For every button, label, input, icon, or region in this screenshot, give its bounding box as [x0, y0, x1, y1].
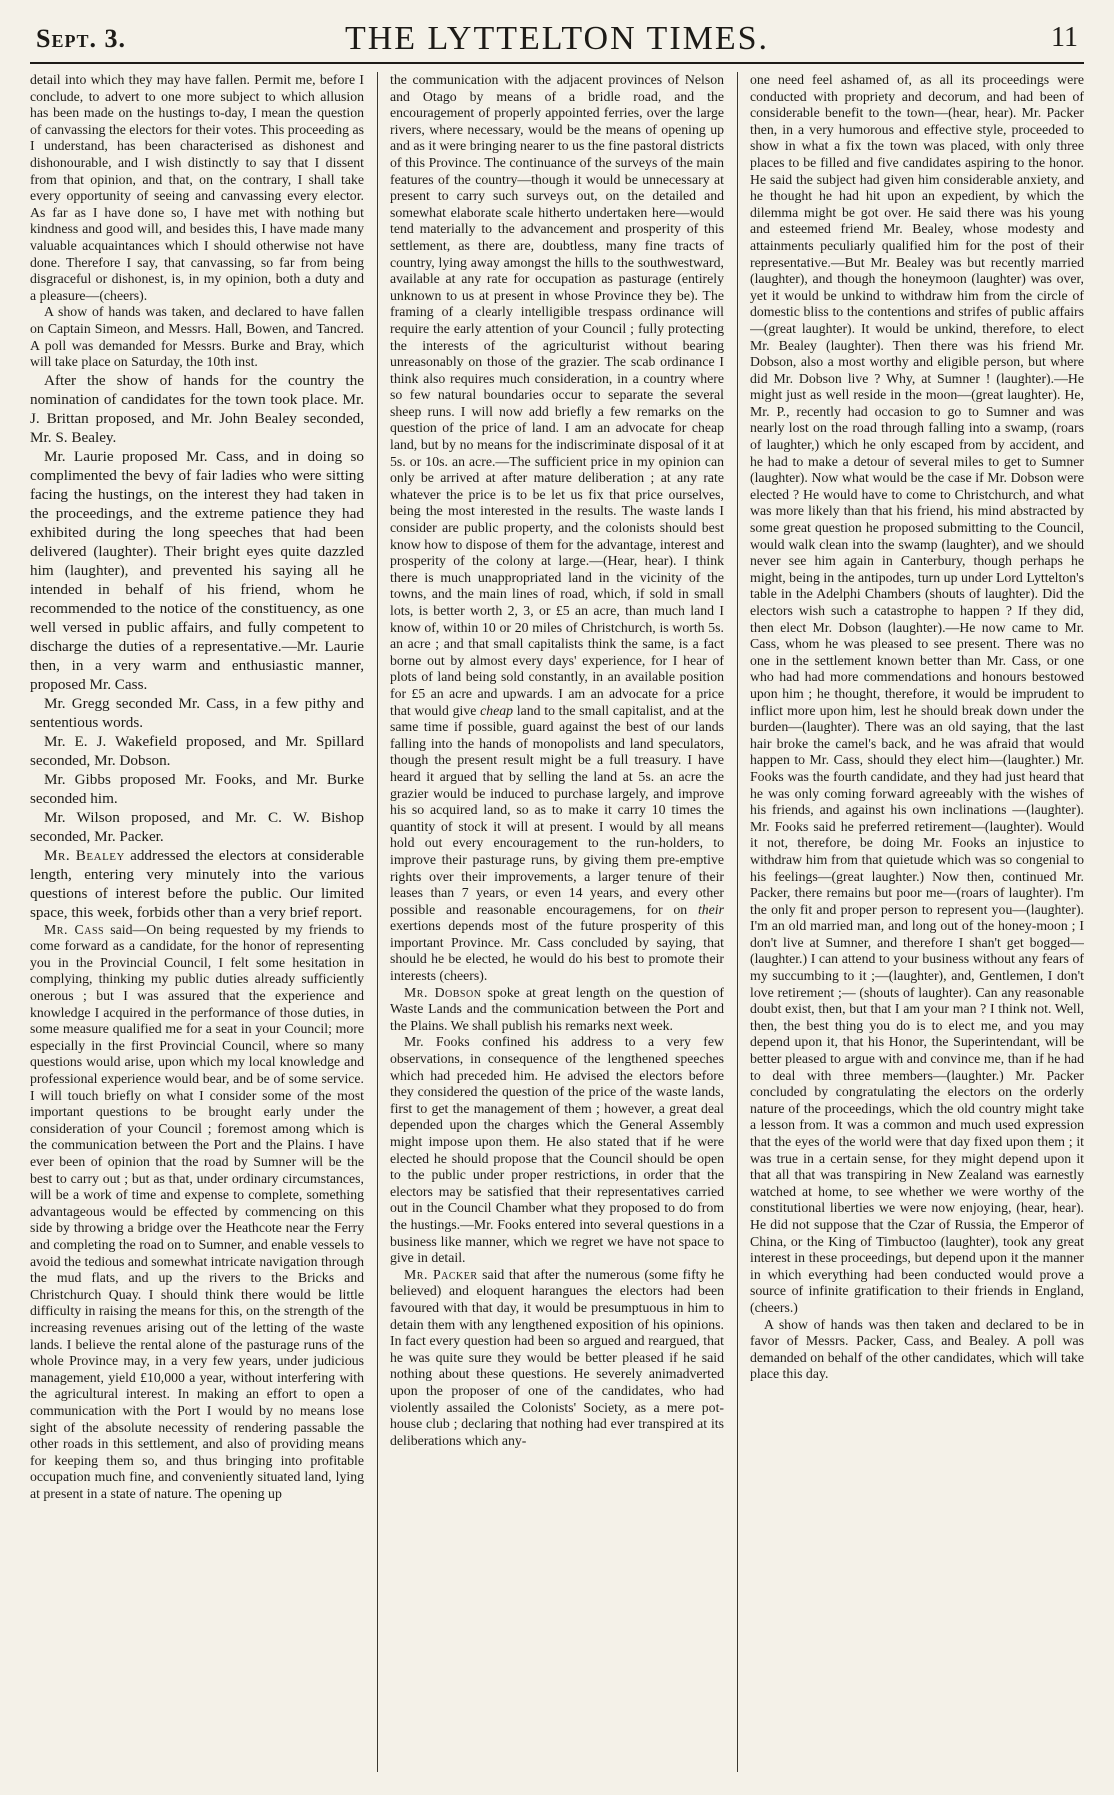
- column-1: [30, 72, 364, 1772]
- paragraph: detail into which they may have fallen. Permit me, before I conclude, to advert to one more subject to which allusion has been made on the hustings to-day, I mean the question of canvassing the electors for their votes. This proceeding as I understand, has been characterised as dishonest and dishonourable, and I wish distinctly to say that I dissent from that opinion, and that, on the contrary, I shall take every opportunity of seeing and canvassing every elector. As far as I have done so, I have met with nothing but kindness and good will, and besides this, I have made many valuable acquaintances which I should otherwise not have done. Therefore I say, that canvassing, so far from being disgraceful or dishonest, is, in my opinion, both a duty and a pleasure—(cheers).: [30, 72, 364, 303]
- paragraph-text: the communication with the adjacent provinces of Nelson and Otago by means of a bridle road, and the encouragement of properly appointed ferries, over the large rivers, where necessary, would be the means of opening up and as it were bringing nearer to us the fine pastoral districts of this Province. The continuance of the surveys of the main features of the country—though it would be unnecessary at present to carry such surveys out, on the detailed and somewhat elaborate scale hitherto undertaken here—would tend materially to the advancement and prosperity of this settlement, as there are, doubtless, many fine tracts of country, lying away amongst the hills to the southwestward, available at any rate for occupation as pasturage (entirely unknown to us at present in whose Province they be). The framing of a clearly intelligible trespass ordinance will require the early attention of your Council ; fully protecting the interests of the agriculturist without bearing unreasonably on those of the grazier. The scab ordinance I think also requires much consideration, in a country where so few natural boundaries occur to separate the several sheep runs. I will now add briefly a few remarks on the question of the price of land. I am an advocate for cheap land, but by no means for the indiscriminate disposal of it at 5s. or 10s. an acre.—The sufficient price in my opinion can only be arrived at after mature deliberation ; at any rate whatever the price is to be let us fix that price ourselves, being the most interested in the results. The waste lands I consider are public property, and the colonists should best know how to dispose of them for the advantage, interest and prosperity of the colony at large.—(Hear, hear). I think there is much unappropriated land in the vicinity of the towns, and the main lines of road, which, if sold in small lots, is better worth 2, 3, or £5 an acre, than much land I know of, within 10 or 20 miles of Christchurch, is worth 5s. an acre ; and that small capitalists think the same, is a fact borne out by almost every days' experience, for I hear of plots of land being sold constantly, in an available position for £5 an acre and upwards. I am an advocate for a price that would give: [390, 72, 724, 718]
- paragraph: [390, 72, 724, 985]
- article-columns: [30, 72, 1084, 1772]
- paragraph: After the show of hands for the country the nomination of candidates for the town took place. Mr. J. Brittan proposed, and Mr. John Bealey seconded, Mr. S. Bealey.: [30, 371, 364, 446]
- paragraph: Mr. Gibbs proposed Mr. Fooks, and Mr. Burke seconded him.: [30, 770, 364, 807]
- issue-date: Sept. 3.: [36, 24, 126, 53]
- paragraph-text: land to the small capitalist, and at the same time if possible, guard against the best of our lands falling into the hands of monopolists and land speculators, though the present result might be a full treasury. I have heard it argued that by selling the land at 5s. an acre the grazier would be induced to purchase largely, and improve his so acquired land, so as to make it carry 10 times the quantity of stock it will at present. I would by all means hold out every encouragement to the run-holders, to improve their pasturage runs, by giving them pre-emptive rights over their improvements, a larger tenure of their leases than 7 years, or even 14 years, and every other possible and reasonable encouragemens, for on: [390, 702, 724, 917]
- column-divider: [737, 72, 738, 1772]
- paragraph: Mr. Laurie proposed Mr. Cass, and in doing so complimented the bevy of fair ladies who were sitting facing the hustings, on the interest they had taken in the proceedings, and the extreme patience they had exhibited during the long speeches that had been delivered (laughter). Their bright eyes quite dazzled him (laughter), and prevented his saying all he intended in behalf of his friend, whom he recommended to the notice of the constituency, as one well versed in public affairs, and fully competent to discharge the duties of a representative.—Mr. Laurie then, in a very warm and enthusiastic manner, proposed Mr. Cass.: [30, 447, 364, 693]
- paragraph-text: said—On being requested by my friends to come forward as a candidate, for the honor of representing you in the Provincial Council, I felt some hesitation in complying, thinking my public duties already sufficiently onerous ; but I was assured that the experience and knowledge I acquired in the performance of those duties, in some measure qualified me for a seat in your Council; more especially in the first Provincial Council, where so many questions would arise, upon which my local knowledge and professional experience would bear, and be of some service. I will touch briefly on what I consider some of the most important questions to be brought early under the consideration of your Council ; foremost among which is the communication between the Port and the Plains. I have ever been of opinion that the road by Sumner will be the best to carry out ; but as that, under ordinary circumstances, will be a work of time and expense to complete, something advantageous would be effected by commencing on this side by throwing a bridge over the Heathcote near the Ferry and completing the road on to Sumner, and enable vessels to avoid the tedious and somewhat intricate navigation through the mud flats, and up the rivers to the Bricks and Christchurch Quay. I should think there would be little difficulty in raising the means for this, on the strength of the increasing revenues arising out of the letting of the waste lands. I believe the rental alone of the pasturage runs of the whole Province may, in a very few years, under judicious management, yield £10,000 a year, without interfering with the agricultural interest. In making an effort to open a communication with the Port I would by no means lose sight of the absolute necessity of rendering passable the other roads in this settlement, and also of providing means for keeping them so, and thus bringing into profitable occupation much fine, and conveniently situated land, lying at present in a state of nature. The opening up: [30, 921, 364, 1501]
- paragraph: [390, 985, 724, 1035]
- paragraph: one need feel ashamed of, as all its proceedings were conducted with propriety and decorum, and had been of considerable benefit to the town—(hear, hear). Mr. Packer then, in a very humorous and effective style, proceeded to show in what a fix the town was placed, with only three places to be filled and five candidates aspiring to the honor. He said the subject had given him considerable anxiety, and he thought he had hit upon an expedient, by which the dilemma might be got over. He said there was his young and esteemed friend Mr. Bealey, whose modesty and attainments peculiarly qualified him for the post of their representative.—But Mr. Bealey was but recently married (laughter), and though the honeymoon (laughter) was over, yet it would be unkind to withdraw him from the circle of domestic bliss to the contentions and strifes of public affairs—(great laughter). It would be unkind, therefore, to elect Mr. Bealey (laughter). Then there was his friend Mr. Dobson, also a most worthy and eligible person, but where did Mr. Dobson live ? Why, at Sumner ! (laughter).—He might just as well reside in the moon—(great laughter). He, Mr. P., recently had occasion to go to Sumner and was nearly lost on the road through falling into a swamp, (roars of laughter,) which he only escaped from by accident, and he had to make a detour of several miles to get to Sumner (laughter). Now what would be the case if Mr. Dobson were elected ? He would have to come to Christchurch, and what was more likely than that his friend, his mind abstracted by some great question he proposed submitting to the Council, would walk clean into the swamp (laughter), and we should never see him again in Canterbury, though perhaps he might, being in the antipodes, turn up under Lord Lyttelton's table in the Adelphi Chambers (shouts of laughter). Did the electors wish such a catastrophe to happen ? If they did, then elect Mr. Dobson (laughter).—He now came to Mr. Cass, whom he was pleased to see present. There was no one in the settlement known better than Mr. Cass, or one who had had more commendations and honours bestowed upon him ; he thought, therefore, it would be imprudent to inflict more upon him, lest he should break down under the burden—(laughter). There was an old saying, that the last hair broke the camel's back, and he was afraid that would happen to Mr. Cass, should they elect him—(laughter.) Mr. Fooks was the fourth candidate, and they had just heard that he was only coming forward agreeably with the wishes of his friends, and against his own inclinations —(laughter). Mr. Fooks said he preferred retirement—(laughter). Would it not, therefore, be doing Mr. Fooks an injustice to withdraw him from that quietude which was so congenial to his feelings—(great laughter.) Now then, continued Mr. Packer, there remains but poor me—(roars of laughter). I'm the only fit and proper person to represent you—(laughter). I'm an old married man, and long out of the honey-moon ; I don't live at Sumner, and therefore I shan't get bogged—(laughter.) I can attend to your business without any fears of my succumbing to it ;—(laughter), and, Gentlemen, I don't love retirement ;— (shouts of laughter). Can any reasonable doubt exist, then, but that I am your man ? I think not. Well, then, the best thing you do is to elect me, and you may depend upon it, that his Honor, the Superintendant, will be better pleased to argue with and convince me, than if he had to deal with three members—(laughter.) Mr. Packer concluded by congratulating the electors on the orderly nature of the proceedings, which the old country might take a lesson from. It was a common and much used expression that the eyes of the world were that day fixed upon them ; it was true in a certain sense, for they might depend upon it that all that was transpiring in New Zealand was earnestly watched at home, to see whether we were worthy of the constitutional liberties we were now enjoying, (hear, hear). He did not suppose that the Czar of Russia, the Emperor of China, or the King of Timbuctoo (laughter), took any great interest in these proceedings, but depend upon it the manner in which everything had been conducted would prove a source of infinite gratification to their friends in England, (cheers.): [750, 72, 1084, 1315]
- column-3: [750, 72, 1084, 1772]
- column-divider: [377, 72, 378, 1772]
- column-2: [390, 72, 724, 1772]
- paragraph-text: spoke at great length on the question of Waste Lands and the communication between the Port and the Plains. We shall publish his remarks next week.: [390, 984, 724, 1033]
- paragraph: A show of hands was then taken and declared to be in favor of Messrs. Packer, Cass, and Bealey. A poll was demanded on behalf of the other candidates, which will take place this day.: [750, 1316, 1084, 1382]
- paragraph-text: said that after the numerous (some fifty he believed) and eloquent harangues the electors had been favoured with that day, it would be presumptuous in him to detain them with any lengthened exposition of his opinions. In fact every question had been so argued and reargued, that he was quite sure they would be better pleased if he said nothing about these questions. He severely animadverted upon the proposer of one of the candidates, who had violently assailed the Colonists' Society, as a mere pot-house club ; declaring that nothing had ever transpired at its deliberations which any-: [390, 1266, 724, 1448]
- paragraph: Mr. Gregg seconded Mr. Cass, in a few pithy and sententious words.: [30, 694, 364, 731]
- paragraph: Mr. Fooks confined his address to a very few observations, in consequence of the lengthened speeches which had preceded him. He advised the electors before they considered the question of the price of the waste lands, first to get the management of them ; however, a great deal depended upon the charges which the General Assembly might impose upon them. He also stated that if he were elected he should propose that the Council should be open to the public under proper restrictions, in order that the electors may be satisfied that their representatives carried out in the Council Chamber what they proposed to do from the hustings.—Mr. Fooks entered into several questions in a business like manner, which we regret we have not space to give in detail.: [390, 1034, 724, 1266]
- paragraph: [30, 846, 364, 922]
- paragraph: Mr. Wilson proposed, and Mr. C. W. Bishop seconded, Mr. Packer.: [30, 808, 364, 845]
- paragraph: [390, 1267, 724, 1450]
- paragraph: [30, 922, 364, 1503]
- page-number: 11: [1051, 22, 1078, 53]
- speaker-name: Mr. Dobson: [404, 984, 482, 1000]
- emphasis: their: [697, 901, 724, 917]
- speaker-name: Mr. Packer: [404, 1266, 478, 1282]
- emphasis: cheap: [480, 702, 514, 718]
- paragraph: Mr. E. J. Wakefield proposed, and Mr. Spillard seconded, Mr. Dobson.: [30, 732, 364, 769]
- paragraph-text: addressed the electors at considerable length, entering very minutely into the various questions of interest before the public. Our limited space, this week, forbids other than a very brief report.: [30, 846, 364, 921]
- masthead: [30, 14, 1084, 64]
- newspaper-title: THE LYTTELTON TIMES.: [344, 20, 770, 57]
- speaker-name: Mr. Cass: [44, 921, 105, 937]
- paragraph-text: exertions depends most of the future prosperity of this important Province. Mr. Cass concluded by saying, that should he be elected, he would do his best to promote their interests (cheers).: [390, 918, 724, 984]
- speaker-name: Mr. Bealey: [44, 846, 125, 864]
- paragraph: A show of hands was taken, and declared to have fallen on Captain Simeon, and Messrs. Hall, Bowen, and Tancred. A poll was demanded for Messrs. Burke and Bray, which will take place on Saturday, the 10th inst.: [30, 304, 364, 370]
